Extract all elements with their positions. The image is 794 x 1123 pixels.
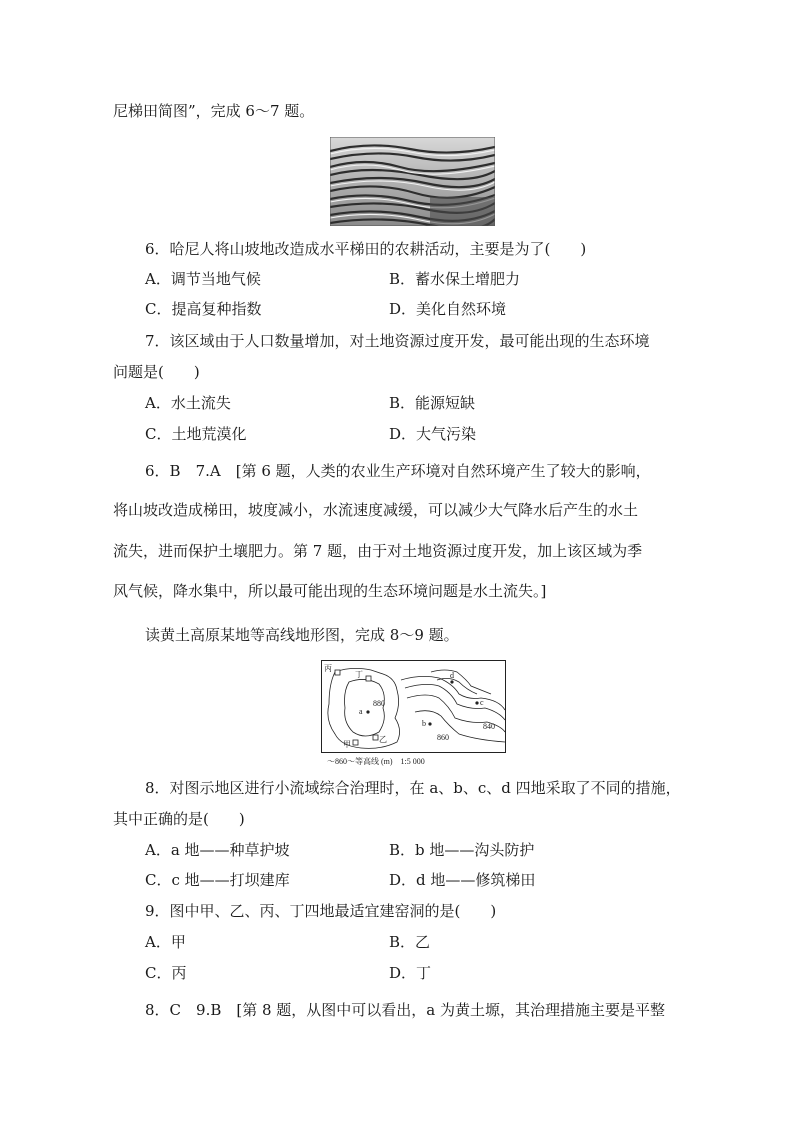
intro-text: 尼梯田简图”，完成 6～7 题。 <box>113 102 315 120</box>
label-840: 840 <box>483 722 495 731</box>
point-a-dot <box>366 710 369 713</box>
label-860: 860 <box>437 733 449 742</box>
q6-option-c: C．提高复种指数 <box>145 300 262 318</box>
q8-option-c: C．c 地——打坝建库 <box>145 871 290 889</box>
q7-stem-cont: 问题是( ) <box>113 363 200 381</box>
label-bing: 丙 <box>324 664 332 673</box>
q7-option-b: B．能源短缺 <box>389 394 476 412</box>
q8-stem: 8．对图示地区进行小流域综合治理时，在 a、b、c、d 四地采取了不同的措施， <box>145 779 681 797</box>
q7-option-d: D．大气污染 <box>389 425 477 443</box>
answer-6-7-line1: 6．B 7.A [第 6 题，人类的农业生产环境对自然环境产生了较大的影响， <box>145 462 651 480</box>
label-a: a <box>359 707 363 716</box>
q6-stem: 6．哈尼人将山坡地改造成水平梯田的农耕活动，主要是为了( ) <box>145 240 587 258</box>
answer-8-9-line1: 8．C 9.B [第 8 题，从图中可以看出，a 为黄土塬，其治理措施主要是平整 <box>145 1001 666 1019</box>
answer-6-7-line2: 将山坡改造成梯田，坡度减小，水流速度减缓，可以减少大气降水后产生的水土 <box>113 501 639 519</box>
q8-option-b: B．b 地——沟头防护 <box>389 841 535 859</box>
point-c-dot <box>475 701 478 704</box>
q9-option-d: D．丁 <box>389 964 432 982</box>
answer-6-7-line4: 风气候，降水集中，所以最可能出现的生态环境问题是水土流失。] <box>113 582 547 600</box>
label-d: d <box>450 671 454 680</box>
label-c: c <box>480 698 484 707</box>
map-legend: ～860～等高线 (m) 1:5 000 <box>327 757 425 766</box>
q6-option-d: D．美化自然环境 <box>389 300 507 318</box>
q6-option-a: A．调节当地气候 <box>145 270 261 288</box>
bing-square <box>335 670 340 675</box>
q8-option-a: A．a 地——种草护坡 <box>145 841 290 859</box>
q6-option-b: B．蓄水保土增肥力 <box>389 270 521 288</box>
q7-option-a: A．水土流失 <box>145 394 231 412</box>
label-ding: 丁 <box>355 670 363 679</box>
terrace-photo <box>330 137 495 226</box>
yi-square <box>373 735 378 740</box>
q9-option-a: A．甲 <box>145 933 186 951</box>
contour-map <box>321 660 506 768</box>
q7-stem: 7．该区域由于人口数量增加，对土地资源过度开发，最可能出现的生态环境 <box>145 332 650 350</box>
point-d-dot <box>450 680 453 683</box>
q8-stem-cont: 其中正确的是( ) <box>113 810 245 828</box>
label-b: b <box>422 719 426 728</box>
q9-option-c: C．丙 <box>145 964 187 982</box>
label-jia: 甲 <box>343 740 351 749</box>
point-b-dot <box>428 722 431 725</box>
intro2-text: 读黄土高原某地等高线地形图，完成 8～9 题。 <box>145 626 459 644</box>
q7-option-c: C．土地荒漠化 <box>145 425 247 443</box>
q9-option-b: B．乙 <box>389 933 431 951</box>
label-yi: 乙 <box>379 735 387 744</box>
ding-square <box>366 676 371 681</box>
answer-6-7-line3: 流失，进而保护土壤肥力。第 7 题，由于对土地资源过度开发，加上该区域为季 <box>113 542 643 560</box>
q9-stem: 9．图中甲、乙、丙、丁四地最适宜建窑洞的是( ) <box>145 902 497 920</box>
label-880: 880 <box>373 699 385 708</box>
q8-option-d: D．d 地——修筑梯田 <box>389 871 536 889</box>
jia-square <box>353 740 358 745</box>
